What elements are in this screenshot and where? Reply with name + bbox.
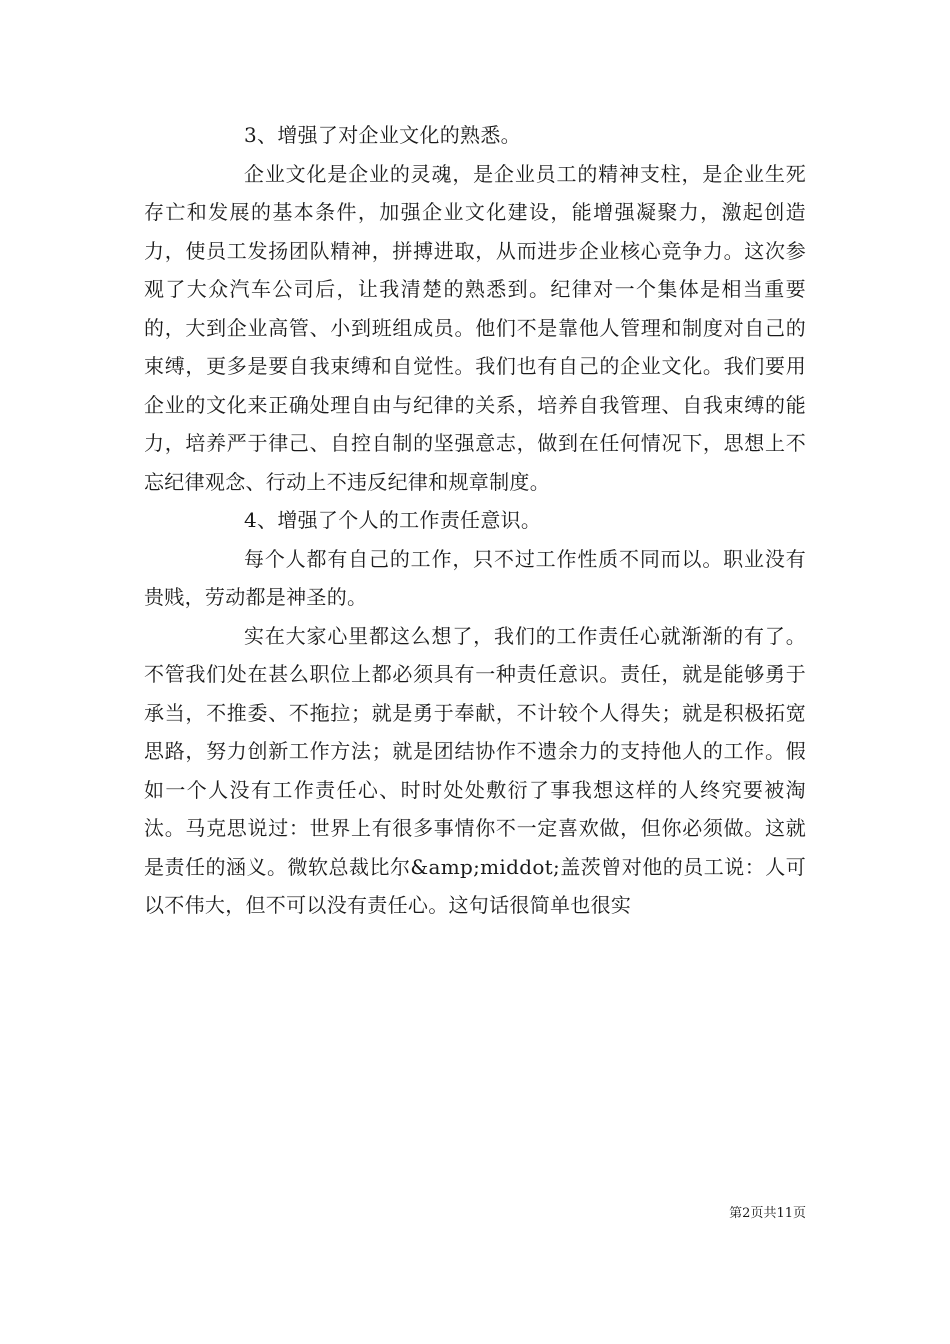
- body-paragraph-responsibility: 实在大家心里都这么想了，我们的工作责任心就渐渐的有了。不管我们处在甚么职位上都必须具有一种责任意识。责任，就是能够勇于承当，不推委、不拖拉；就是勇于奉献，不计较个人得失；就是积极拓宽思路，努力创新工作方法；就是团结协作不遗余力的支持他人的工作。假如一个人没有工作责任心、时时处处敷衍了事我想这样的人终究要被淘汰。马克思说过：世界上有很多事情你不一定喜欢做，但你必须做。这就是责任的涵义。微软总裁比尔&amp;middot;盖茨曾对他的员工说：人可以不伟大，但不可以没有责任心。这句话很简单也很实: [144, 623, 806, 917]
- page-number: 第2页共11页: [729, 1206, 806, 1221]
- section-heading-3: 3、增强了对企业文化的熟悉。: [244, 123, 521, 147]
- body-paragraph-corporate-culture: 企业文化是企业的灵魂，是企业员工的精神支柱，是企业生死存亡和发展的基本条件，加强企业文化建设，能增强凝聚力，激起创造力，使员工发扬团队精神，拼搏进取，从而进步企业核心竞争力。这次参观了大众汽车公司后，让我清楚的熟悉到。纪律对一个集体是相当重要的，大到企业高管、小到班组成员。他们不是靠他人管理和制度对自己的束缚，更多是要自我束缚和自觉性。我们也有自己的企业文化。我们要用企业的文化来正确处理自由与纪律的关系，培养自我管理、自我束缚的能力，培养严于律己、自控自制的坚强意志，做到在任何情况下，思想上不忘纪律观念、行动上不违反纪律和规章制度。: [144, 161, 806, 494]
- section-heading-4: 4、增强了个人的工作责任意识。: [244, 508, 542, 532]
- body-paragraph-work: 每个人都有自己的工作，只不过工作性质不同而以。职业没有贵贱，劳动都是神圣的。: [144, 546, 806, 609]
- document-body: [144, 116, 806, 925]
